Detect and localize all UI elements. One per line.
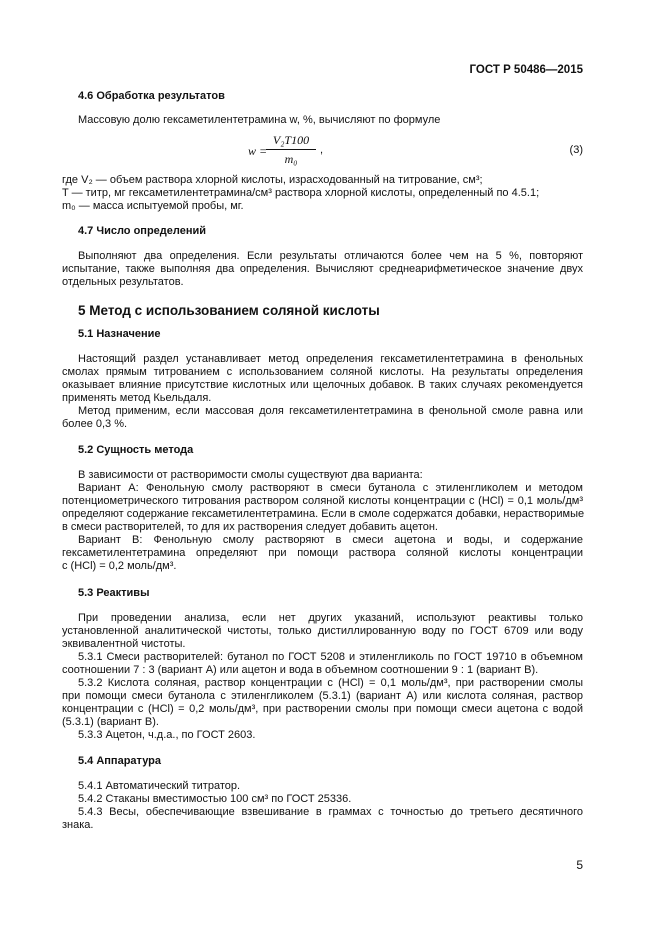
s53-line-10: 5.3.3 Ацетон, ч.д.а., по ГОСТ 2603. (78, 729, 256, 741)
s54-line-1: 5.4.1 Автоматический титратор. (78, 780, 241, 792)
formula-numerator: V₂T100 (272, 133, 310, 147)
s51-line-3: оказывает влияние присутствие кислотных или щелочных добавок. В таких случаях рекомендуется (62, 379, 583, 391)
s52-line-7: гексаметилентетрамина определяют при помощи раствора соляной кислоты концентрации (62, 547, 583, 559)
section-heading-5-2: 5.2 Сущность метода (78, 444, 194, 456)
section-heading-5: 5 Метод с использованием соляной кислоты (78, 303, 380, 318)
s52-line-2: Вариант А: Фенольную смолу растворяют в смеси бутанола с этиленгликолем и методом (78, 482, 583, 494)
s47-line-3: отдельных результатов. (62, 276, 184, 288)
s51-line-6: более 0,3 %. (62, 418, 128, 430)
s52-line-6: Вариант В: Фенольную смолу растворяют в смеси ацетона и воды, и содержание (78, 534, 583, 546)
where-line-3: m₀ — масса испытуемой пробы, мг. (62, 200, 244, 212)
formula-intro: Массовую долю гексаметилентетрамина w, %, вычисляют по формуле (78, 114, 441, 126)
section-heading-5-3: 5.3 Реактивы (78, 587, 150, 599)
s53-line-1: При проведении анализа, если нет других указаний, используют реактивы только (78, 612, 583, 624)
s53-line-2: установленной аналитической чистоты, только дистиллированную воду по ГОСТ 6709 или воду (62, 625, 583, 637)
s54-line-3: 5.4.3 Весы, обеспечивающие взвешивание в граммах с точностью до третьего десятичного (78, 806, 583, 818)
s53-line-9: (5.3.1) (вариант В). (62, 716, 159, 728)
s52-line-5: в смеси растворителей, то для их растворения следует добавить ацетон. (62, 521, 438, 533)
section-heading-5-1: 5.1 Назначение (78, 328, 161, 340)
s53-line-8: концентрации c (HCl) = 0,2 моль/дм³, при растворении смолы при помощи смеси ацетона с водой (62, 703, 583, 715)
s47-line-2: испытание, также выполняя два определения. Вычисляют среднеарифметическое значение двух (62, 263, 583, 275)
s52-line-1: В зависимости от растворимости смолы существуют два варианта: (78, 469, 423, 481)
s54-line-4: знака. (62, 819, 94, 831)
s52-line-8: c (HCl) = 0,2 моль/дм³. (62, 560, 177, 572)
s52-line-4: определяют содержание гексаметилентетрамина. Если в смоле содержатся добавки, нерастворимые (62, 508, 585, 520)
where-line-2: T — титр, мг гексаметилентетрамина/см³ раствора хлорной кислоты, определенный по 4.5.1; (62, 187, 540, 199)
formula-number: (3) (569, 144, 583, 156)
s51-line-1: Настоящий раздел устанавливает метод определения гексаметилентетрамина в фенольных (78, 353, 583, 365)
page-number: 5 (576, 858, 583, 872)
s52-line-3: потенциометрического титрования раствором соляной кислоты концентрации c (HCl) = 0,1 моль/дм³ (62, 495, 583, 507)
s54-line-2: 5.4.2 Стаканы вместимостью 100 см³ по ГОСТ 25336. (78, 793, 352, 805)
formula-3 (248, 133, 348, 173)
s51-line-4: применять метод Кьельдаля. (62, 392, 212, 404)
formula-fraction (266, 133, 316, 167)
s53-line-6: 5.3.2 Кислота соляная, раствор концентрации c (HCl) = 0,1 моль/дм³, при растворении смолы (78, 677, 583, 689)
formula-comma: , (320, 144, 324, 156)
fraction-bar (266, 149, 316, 150)
s53-line-3: эквивалентной чистоты. (62, 638, 186, 650)
standard-designation: ГОСТ Р 50486—2015 (469, 64, 583, 76)
s51-line-2: смолах прямым титрованием с использованием соляной кислоты. На результаты определения (62, 366, 583, 378)
section-heading-4-7: 4.7 Число определений (78, 225, 207, 237)
section-heading-4-6: 4.6 Обработка результатов (78, 90, 225, 102)
s51-line-5: Метод применим, если массовая доля гексаметилентетрамина в фенольной смоле равна или (78, 405, 583, 417)
formula-lhs: w = (248, 144, 268, 158)
s53-line-4: 5.3.1 Смеси растворителей: бутанол по ГОСТ 5208 и этиленгликоль по ГОСТ 19710 в объемном (78, 651, 583, 663)
s47-line-1: Выполняют два определения. Если результаты отличаются более чем на 5 %, повторяют (78, 250, 583, 262)
section-heading-5-4: 5.4 Аппаратура (78, 755, 162, 767)
s53-line-5: соотношении 7 : 3 (вариант А) или ацетон и вода в объемном соотношении 9 : 1 (вариант В). (62, 664, 539, 676)
formula-denominator: m₀ (284, 152, 298, 166)
where-line-1: где V₂ — объем раствора хлорной кислоты, израсходованный на титрование, см³; (62, 174, 483, 186)
s53-line-7: при помощи смеси бутанола с этиленгликолем (5.3.1) (вариант А) или кислота соляная, раствор (62, 690, 583, 702)
